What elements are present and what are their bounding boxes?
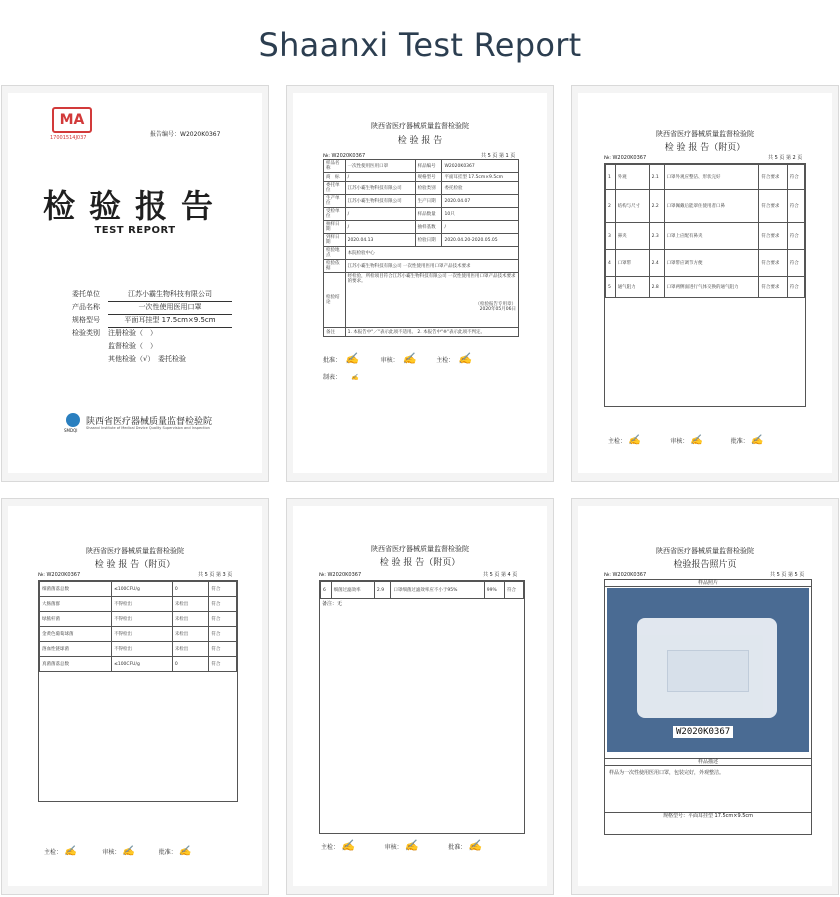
table-cell: 2020.04.13	[345, 234, 415, 247]
sign-label: 主检：	[608, 438, 627, 445]
table-row	[40, 612, 237, 627]
table-row	[321, 582, 524, 599]
table-cell: 商 标	[324, 173, 346, 182]
report-table	[323, 159, 519, 337]
sign-label: 批准：	[448, 844, 467, 851]
table-cell: 检验依据	[324, 260, 346, 273]
report-page1-sheet	[293, 93, 547, 473]
table-cell: 通气阻力	[615, 277, 649, 298]
field-label: 委托单位	[72, 290, 100, 298]
table-row	[324, 260, 519, 273]
table-cell: 0	[172, 657, 209, 672]
table-cell: 绿脓杆菌	[40, 612, 112, 627]
table-cell: 口罩外观应整洁、形状完好	[664, 165, 759, 190]
table-cell: 到样日期	[324, 234, 346, 247]
signature-image: ✍	[458, 352, 472, 365]
table-cell: 未检出	[172, 642, 209, 657]
table-cell: 口罩上应配有鼻夹	[664, 223, 759, 250]
table-cell: 检验类别	[415, 182, 442, 195]
table-cell: 委托单位	[324, 182, 346, 195]
signature-image: ✍	[351, 374, 359, 381]
signature-image: ✍	[178, 846, 192, 857]
table-row	[606, 223, 805, 250]
cover-field	[72, 328, 232, 341]
table-cell: 符合要求	[759, 277, 787, 298]
table-row	[324, 173, 519, 182]
photo-footer: 规格型号：平面耳挂型 17.5cm×9.5cm	[605, 812, 811, 819]
table-cell: ≤100CFU/g	[112, 582, 173, 597]
field-label	[72, 341, 108, 354]
field-value: 一次性使用医用口罩	[108, 302, 232, 315]
photo-title: 检验报告照片页	[673, 560, 737, 570]
sign-tabulate-label: 制表：	[323, 374, 342, 381]
photo-frame	[604, 579, 812, 835]
appendix3-report-no: №: W2020K0367	[319, 572, 362, 578]
appendix3-title: 检 验 报 告（附页）	[379, 558, 461, 568]
table-cell: 细菌菌落总数	[40, 582, 112, 597]
table-cell: 不得检出	[112, 642, 173, 657]
table-cell: 检验日期	[415, 234, 442, 247]
table-row	[606, 165, 805, 190]
table-cell: 生产单位	[324, 195, 346, 208]
appendix2-table	[38, 580, 238, 802]
table-cell: /	[345, 221, 415, 234]
field-value: 其他检验（√） 委托检验	[108, 355, 186, 363]
table-row	[40, 582, 237, 597]
appendix1-table	[604, 163, 806, 407]
sign-review-label: 审核：	[380, 357, 399, 364]
cover-field	[72, 354, 232, 367]
appendix2-title: 检 验 报 告（附页）	[94, 560, 176, 570]
table-cell: 符合	[505, 582, 524, 599]
cover-title-en: TEST REPORT	[94, 225, 176, 236]
report-page4-card[interactable]	[286, 498, 554, 895]
table-cell: 口罩细菌过滤效率应不小于95%	[391, 582, 484, 599]
table-cell: 1	[606, 165, 616, 190]
field-value: 注册检验（ ）	[108, 329, 157, 337]
table-row	[324, 182, 519, 195]
table-cell: 江苏小霸生物科技有限公司 一次性使用医用口罩产品技术要求	[345, 260, 518, 273]
appendix3-table	[319, 580, 525, 834]
table-cell: 检验结论	[324, 273, 346, 328]
mask-body	[667, 650, 749, 692]
table-cell: 2.8	[649, 277, 664, 298]
signature-image: ✍	[750, 435, 764, 446]
table-row	[606, 250, 805, 277]
sign-label: 审核：	[384, 844, 403, 851]
field-label: 规格型号	[72, 316, 100, 324]
sample-label: W2020K0367	[673, 726, 733, 738]
sample-photo	[607, 588, 809, 752]
report-page4-sheet	[293, 506, 547, 886]
table-cell: 结构与尺寸	[615, 190, 649, 223]
appendix2-signatures	[44, 848, 244, 856]
table-cell: 符合	[209, 582, 237, 597]
table-cell: 江苏小霸生物科技有限公司	[345, 195, 415, 208]
table-cell: /	[345, 208, 415, 221]
table-cell: 符合	[209, 642, 237, 657]
cover-institute-en: Shaanxi Institute of Medical Device Quality Supervision and Inspection	[86, 426, 210, 430]
appendix2-report-no: №: W2020K0367	[38, 572, 81, 578]
table-row	[324, 221, 519, 234]
table-cell: 2.9	[374, 582, 390, 599]
signature-image: ✍	[628, 435, 641, 446]
cover-sheet	[8, 93, 262, 473]
table-cell: 江苏小霸生物科技有限公司	[345, 182, 415, 195]
table-cell: 符合要求	[759, 223, 787, 250]
report-title: 检 验 报 告	[397, 136, 443, 146]
table-row	[324, 247, 519, 260]
field-value: 江苏小霸生物科技有限公司	[108, 289, 232, 302]
table-cell: 3	[606, 223, 616, 250]
photo-report-no: №: W2020K0367	[604, 572, 647, 578]
photo-caption: 样品照片	[605, 580, 811, 587]
table-cell: 真菌菌落总数	[40, 657, 112, 672]
report-page3-card[interactable]	[1, 498, 269, 895]
table-cell: 未检出	[172, 627, 209, 642]
field-label: 检验类别	[72, 329, 100, 337]
signature-image: ✍	[690, 435, 703, 446]
table-cell: 委托检验	[442, 182, 519, 195]
cover-field	[72, 315, 232, 328]
table-cell: 受检单位	[324, 208, 346, 221]
table-cell: 5	[606, 277, 616, 298]
appendix1-signatures	[608, 437, 808, 445]
sample-desc: 样品为一次性使用医用口罩，包装完好，外观整洁。	[609, 770, 725, 776]
field-value: 平面耳挂型 17.5cm×9.5cm	[108, 315, 232, 328]
table-cell: 未检出	[172, 612, 209, 627]
table-cell: 外观	[615, 165, 649, 190]
appendix2-institute: 陕西省医疗器械质量监督检验院	[86, 547, 184, 555]
table-cell: 本院检验中心	[345, 247, 518, 260]
signature-image: ✍	[404, 839, 419, 852]
photo-page-count: 共 5 页 第 5 页	[770, 572, 805, 578]
sign-label: 主检：	[321, 844, 340, 851]
field-label	[72, 354, 108, 367]
table-cell: 符合	[209, 657, 237, 672]
table-cell: 2020.04.20-2020.05.05	[442, 234, 519, 247]
cover-institute: 陕西省医疗器械质量监督检验院	[86, 417, 213, 427]
table-cell: 样品数量	[415, 208, 442, 221]
table-cell: 2	[606, 190, 616, 223]
institute-logo-text: SMDQI	[64, 428, 78, 433]
table-cell: /	[442, 221, 519, 234]
table-cell: 1. 本报告中"／"表示此项不适用。 2. 本报告中"※"表示此项不判定。	[345, 328, 518, 337]
report-page2-sheet	[578, 93, 832, 473]
table-row	[324, 208, 519, 221]
table-cell: 抽样日期	[324, 221, 346, 234]
table-cell: 不得检出	[112, 612, 173, 627]
cover-field	[72, 341, 232, 354]
table-cell: 平面耳挂型 17.5cm×9.5cm	[442, 173, 519, 182]
signature-image: ✍	[341, 839, 355, 852]
table-cell: 符合	[209, 612, 237, 627]
signature-image: ✍	[122, 846, 135, 857]
report-page-count: 共 5 页 第 1 页	[481, 153, 516, 159]
table-cell: 符合	[209, 597, 237, 612]
table-cell: 金黄色葡萄球菌	[40, 627, 112, 642]
table-cell: 2.4	[649, 250, 664, 277]
table-cell: 样品名称	[324, 160, 346, 173]
table-cell: W2020K0367	[442, 160, 519, 173]
table-row	[606, 277, 805, 298]
mask-package	[637, 618, 777, 718]
report-no-label: 报告编号：	[150, 131, 181, 138]
table-cell: 2020.04.07	[442, 195, 519, 208]
appendix1-institute: 陕西省医疗器械质量监督检验院	[656, 130, 754, 138]
appendix3-remark: 备注：无	[322, 601, 343, 607]
institute-logo-icon	[66, 413, 80, 427]
table-cell: ≤100CFU/g	[112, 657, 173, 672]
table-row	[324, 273, 519, 328]
appendix3-page-count: 共 5 页 第 4 页	[483, 572, 518, 578]
sign-inspect-label: 主检：	[436, 357, 455, 364]
table-cell: 一次性使用医用口罩	[345, 160, 415, 173]
report-institute: 陕西省医疗器械质量监督检验院	[371, 122, 469, 130]
table-cell: 规格型号	[415, 173, 442, 182]
sign-label: 主检：	[44, 849, 63, 856]
table-cell: 溶血性链球菌	[40, 642, 112, 657]
report-photo-card[interactable]	[571, 498, 839, 895]
table-cell: 0	[172, 582, 209, 597]
sign-approve-label: 批准：	[323, 357, 342, 364]
report-cover-card[interactable]	[1, 85, 269, 482]
table-row	[40, 657, 237, 672]
sample-desc-title: 样品描述	[605, 758, 811, 766]
table-cell: 2.3	[649, 223, 664, 250]
table-cell: 99%	[484, 582, 504, 599]
field-value: 监督检验（ ）	[108, 342, 157, 350]
table-cell: 符合	[787, 223, 804, 250]
cover-title-cn: 检验报告	[42, 187, 227, 225]
table-cell: 口罩带应调节方便	[664, 250, 759, 277]
signature-image: ✍	[402, 352, 417, 365]
table-cell: 细菌过滤效率	[331, 582, 374, 599]
table-cell: 口罩带	[615, 250, 649, 277]
table-cell: 4	[606, 250, 616, 277]
table-cell: 大肠菌群	[40, 597, 112, 612]
table-cell: 不得检出	[112, 597, 173, 612]
table-cell: 未检出	[172, 597, 209, 612]
table-row	[40, 627, 237, 642]
table-cell: 备注	[324, 328, 346, 337]
table-row	[324, 328, 519, 337]
appendix1-report-no: №: W2020K0367	[604, 155, 647, 161]
appendix3-institute: 陕西省医疗器械质量监督检验院	[371, 545, 469, 553]
report-no-value: W2020K0367	[180, 131, 221, 138]
report-stamp-note: （检验报告专用章）	[475, 302, 516, 307]
table-row	[40, 597, 237, 612]
table-cell: 口罩佩戴后能罩住使用者口鼻	[664, 190, 759, 223]
appendix1-title: 检 验 报 告（附页）	[664, 143, 746, 153]
table-cell: 符合要求	[759, 250, 787, 277]
cover-field	[72, 302, 232, 315]
sign-label: 审核：	[670, 438, 689, 445]
signature-image: ✍	[345, 352, 359, 365]
appendix3-signatures	[321, 839, 527, 852]
report-stamp-date: 2020年05月06日	[479, 307, 516, 312]
report-page1-card[interactable]	[286, 85, 554, 482]
cover-field	[72, 289, 232, 302]
signature-image: ✍	[468, 839, 482, 852]
sign-label: 批准：	[730, 438, 749, 445]
appendix2-page-count: 共 5 页 第 3 页	[198, 572, 233, 578]
table-cell: 10只	[442, 208, 519, 221]
table-cell: 符合	[209, 627, 237, 642]
table-row	[324, 234, 519, 247]
table-cell: 6	[321, 582, 332, 599]
table-cell: 符合	[787, 250, 804, 277]
table-cell: 样品编号	[415, 160, 442, 173]
table-row	[324, 160, 519, 173]
report-photo-sheet	[578, 506, 832, 886]
photo-institute: 陕西省医疗器械质量监督检验院	[656, 547, 754, 555]
table-cell: 抽样基数	[415, 221, 442, 234]
page-title: Shaanxi Test Report	[258, 26, 582, 64]
table-cell: 口罩两侧面进行气体交换的通气阻力	[664, 277, 759, 298]
table-cell: 不得检出	[112, 627, 173, 642]
table-row	[606, 190, 805, 223]
table-cell: /	[345, 173, 415, 182]
report-conclusion: 经检验，所检项目符合江苏小霸生物科技有限公司 一次性使用医用口罩产品技术要求的要求。	[347, 274, 516, 284]
sign-label: 审核：	[102, 849, 121, 856]
table-cell: 生产日期	[415, 195, 442, 208]
table-cell: 检验地点	[324, 247, 346, 260]
table-row	[324, 195, 519, 208]
report-signatures	[323, 352, 519, 381]
report-page2-card[interactable]	[571, 85, 839, 482]
report-no: №: W2020K0367	[323, 153, 366, 159]
table-cell: 符合要求	[759, 165, 787, 190]
table-cell: 2.2	[649, 190, 664, 223]
table-cell: 2.1	[649, 165, 664, 190]
table-cell: 符合	[787, 277, 804, 298]
table-row	[40, 642, 237, 657]
table-cell	[345, 273, 518, 328]
cover-fields	[72, 289, 232, 367]
table-cell: 符合	[787, 165, 804, 190]
report-page3-sheet	[8, 506, 262, 886]
cover-report-no	[150, 131, 220, 138]
table-cell: 鼻夹	[615, 223, 649, 250]
table-cell: 符合要求	[759, 190, 787, 223]
sign-label: 批准：	[158, 849, 177, 856]
field-label: 产品名称	[72, 303, 100, 311]
cert-number: 17001514J037	[50, 135, 87, 141]
cma-logo: MA	[52, 107, 92, 133]
signature-image: ✍	[64, 846, 77, 857]
table-cell: 符合	[787, 190, 804, 223]
appendix1-page-count: 共 5 页 第 2 页	[768, 155, 803, 161]
